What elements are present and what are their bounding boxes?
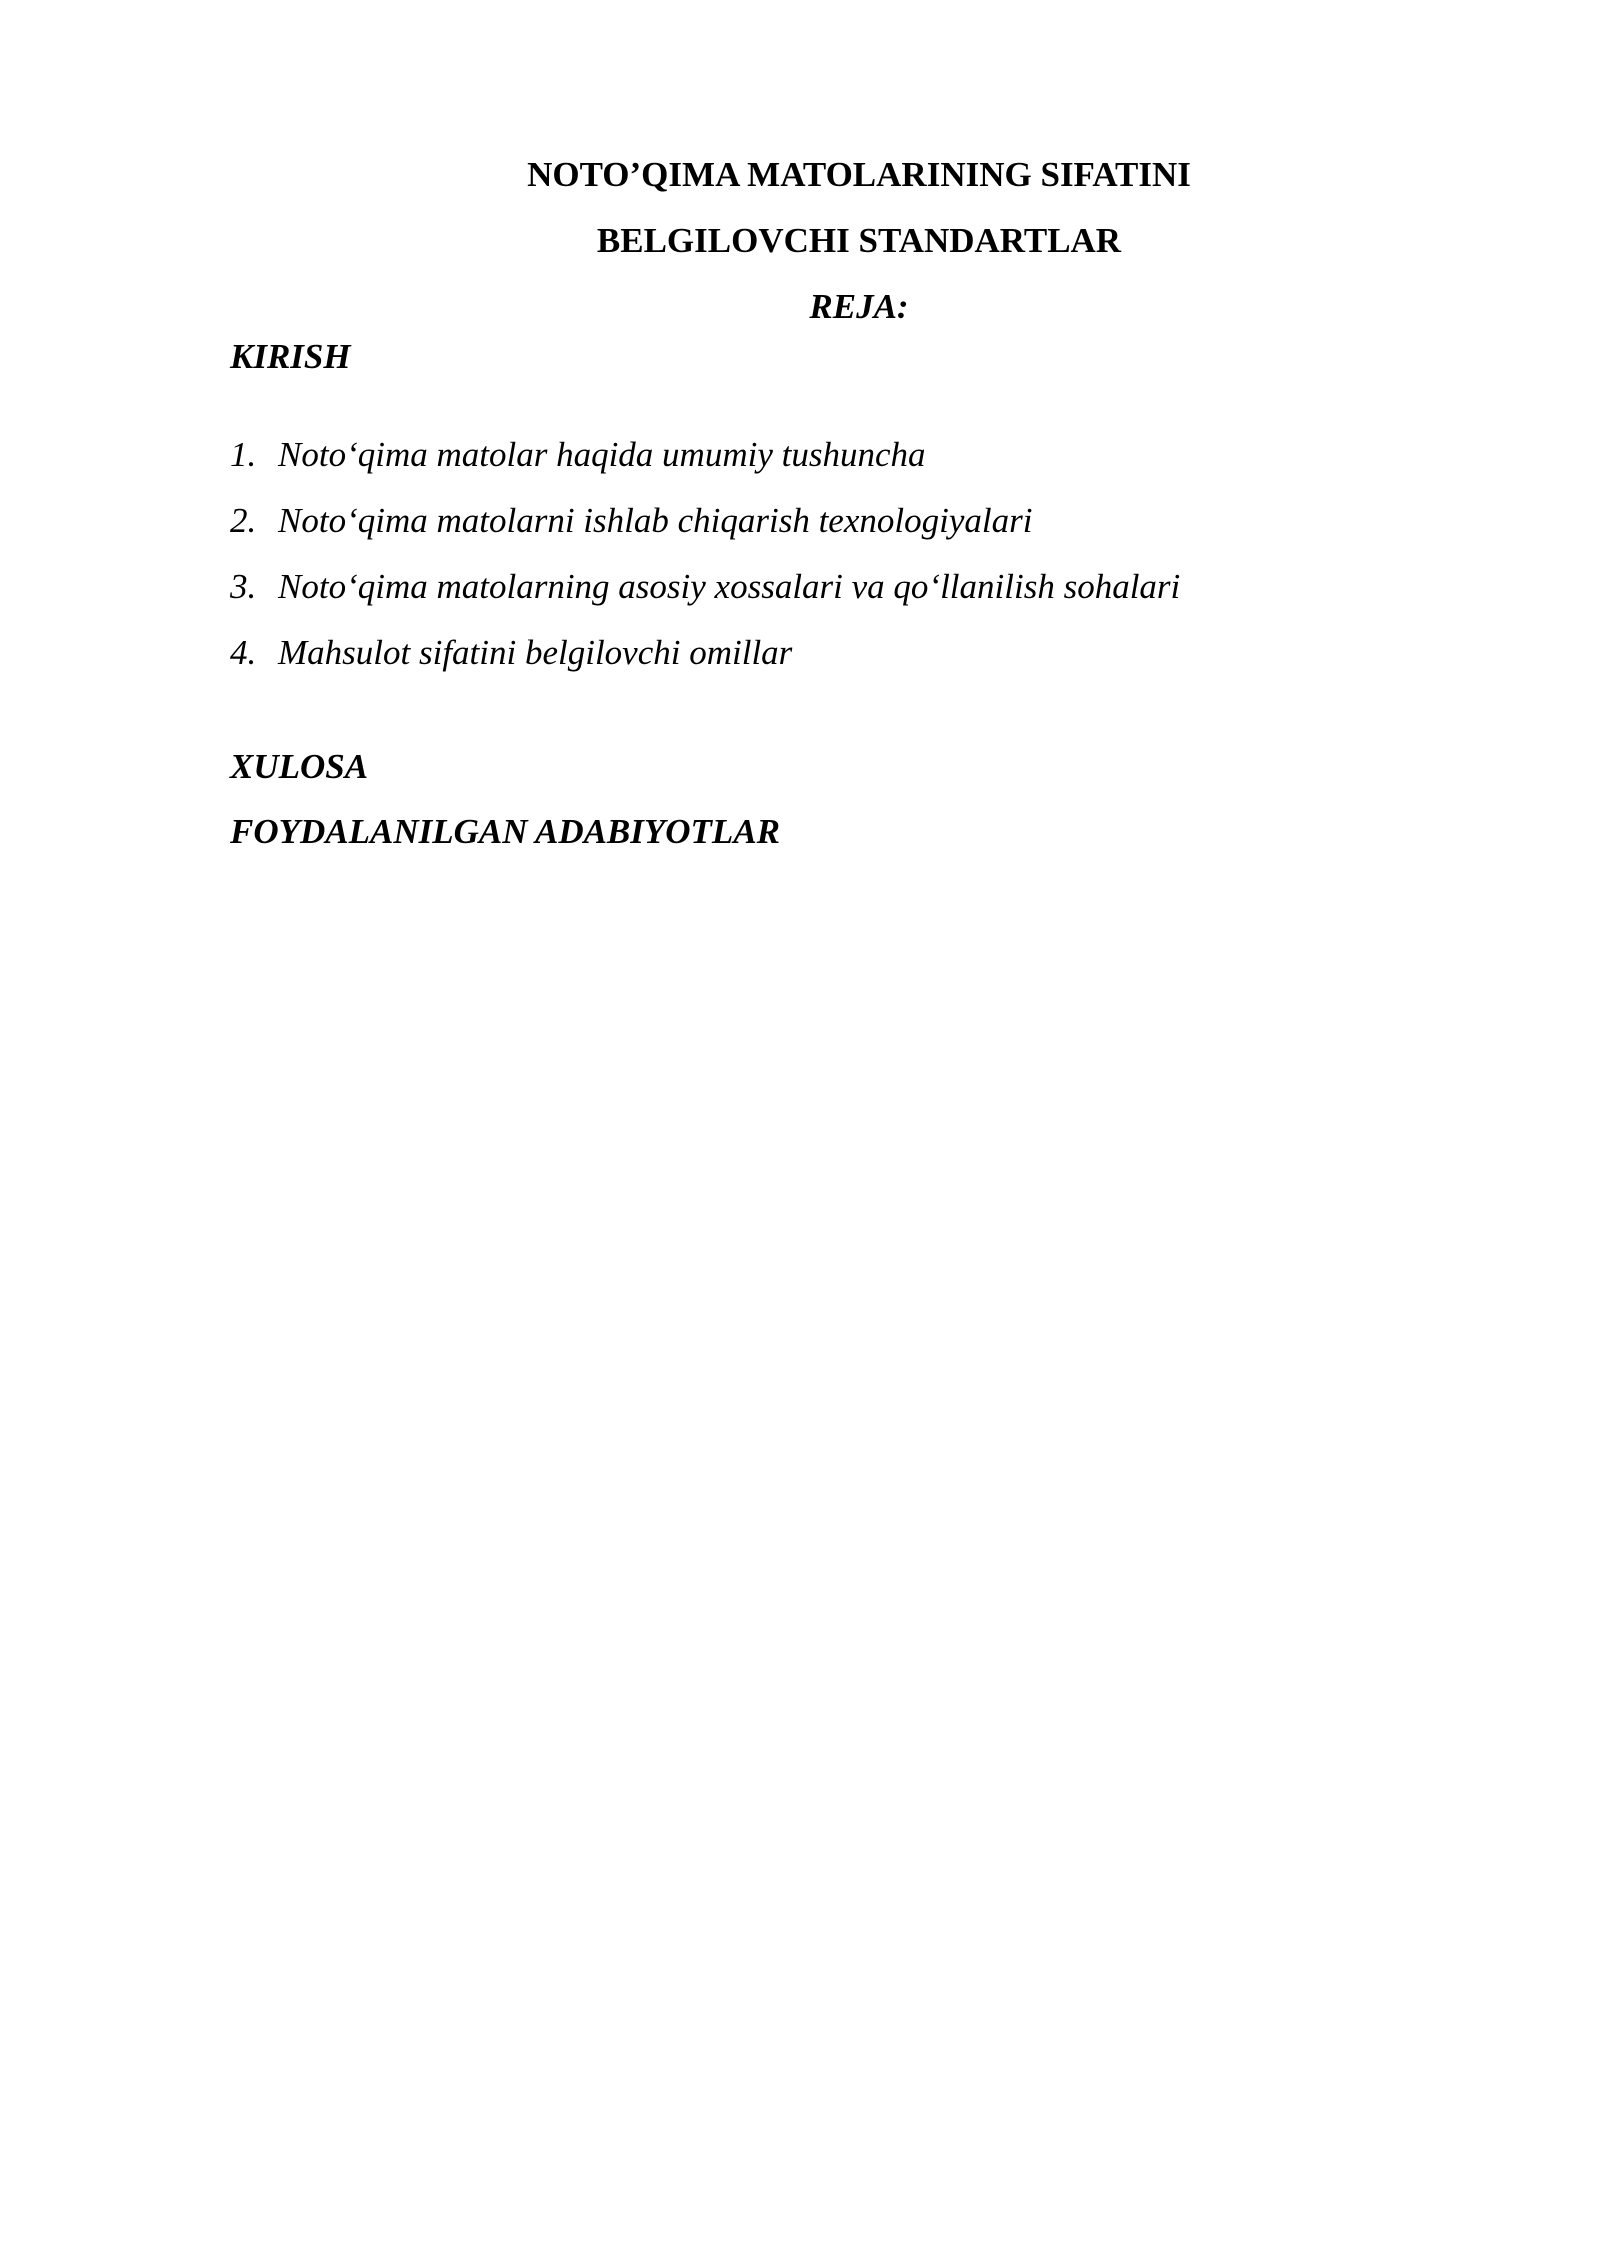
plan-item (230, 631, 1180, 697)
plan-item (230, 499, 1180, 565)
plan-item-text: Noto‘qima matolarni ishlab chiqarish texnologiyalari (278, 501, 1033, 540)
document-title-line-2: BELGILOVCHI STANDARTLAR (596, 221, 1122, 260)
plan-item-number: 1. (230, 435, 257, 474)
plan-heading: REJA: (809, 287, 909, 326)
conclusion-heading: XULOSA (230, 747, 369, 786)
references-heading: FOYDALANILGAN ADABIYOTLAR (230, 812, 781, 851)
plan-item-text: Noto‘qima matolarning asosiy xossalari va qo‘llanilish sohalari (278, 567, 1181, 606)
plan-item-number: 3. (230, 567, 257, 606)
plan-list (230, 433, 1180, 697)
plan-item-number: 2. (230, 501, 257, 540)
document-title-line-1: NOTO’QIMA MATOLARINING SIFATINI (527, 155, 1191, 194)
plan-item (230, 565, 1180, 631)
plan-item-number: 4. (230, 633, 257, 672)
intro-heading: KIRISH (230, 337, 351, 376)
plan-item (230, 433, 1180, 499)
plan-item-text: Mahsulot sifatini belgilovchi omillar (278, 633, 793, 672)
plan-item-text: Noto‘qima matolar haqida umumiy tushuncha (278, 435, 926, 474)
